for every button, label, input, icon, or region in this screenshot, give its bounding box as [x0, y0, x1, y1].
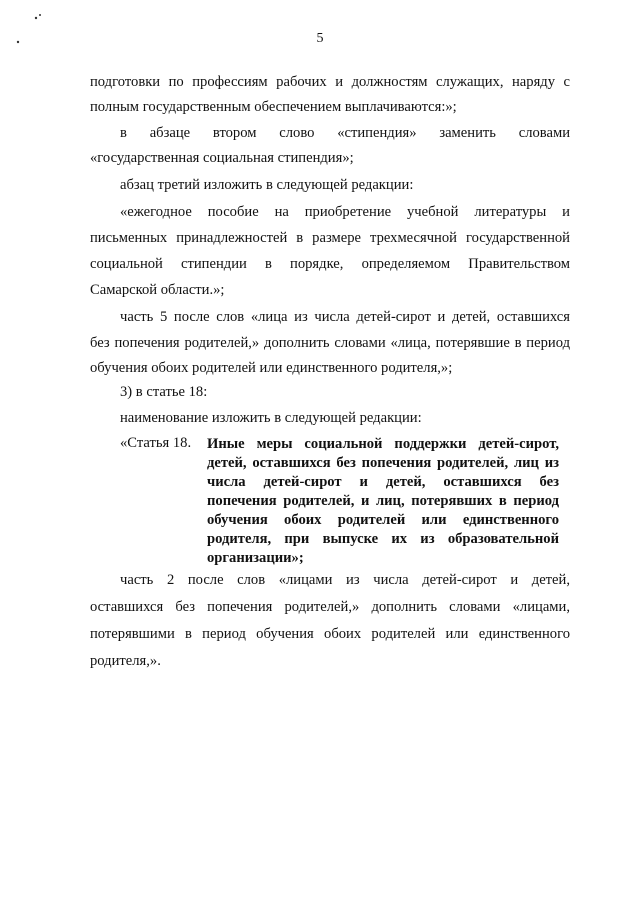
- paragraph-line: родителя,».: [90, 653, 161, 669]
- paragraph-line: часть 2 после слов «лицами из числа детей-сирот и детей,: [120, 572, 570, 588]
- article-heading-line: организации»;: [207, 550, 304, 566]
- article-heading-line: попечения родителей, и лиц, потерявших в период: [207, 493, 559, 509]
- paragraph-line: часть 5 после слов «лица из числа детей-сирот и детей, оставшихся: [120, 309, 570, 325]
- paragraph-line: потерявшими в период обучения обоих родителей или единственного: [90, 626, 570, 642]
- article-heading-line: Иные меры социальной поддержки детей-сирот,: [207, 436, 559, 452]
- paragraph-line: письменных принадлежностей в размере трехмесячной государственной: [90, 230, 570, 246]
- article-heading-line: детей, оставшихся без попечения родителей, лиц из: [207, 455, 559, 471]
- paragraph-line: наименование изложить в следующей редакции:: [120, 410, 422, 426]
- page-number: 5: [316, 31, 324, 46]
- article-heading: [207, 435, 559, 568]
- paragraph-line: подготовки по профессиям рабочих и должностям служащих, наряду с: [90, 74, 570, 90]
- paragraph-line: 3) в статье 18:: [120, 384, 208, 400]
- article-heading-line: родителя, при выпуске их из образовательной: [207, 531, 559, 547]
- paragraph-line: в абзаце втором слово «стипендия» заменить словами: [120, 125, 570, 141]
- paragraph-line: «государственная социальная стипендия»;: [90, 150, 354, 166]
- paragraph-line: «ежегодное пособие на приобретение учебной литературы и: [120, 204, 570, 220]
- paragraph-line: абзац третий изложить в следующей редакции:: [120, 177, 414, 193]
- article-label: «Статья 18.: [120, 435, 192, 451]
- paragraph-line: полным государственным обеспечением выплачиваются:»;: [90, 99, 457, 115]
- article-heading-line: обучения обоих родителей или единственного: [207, 512, 559, 528]
- paragraph-line: Самарской области.»;: [90, 282, 225, 298]
- paragraph-line: без попечения родителей,» дополнить словами «лица, потерявшие в период: [90, 335, 570, 351]
- paragraph-line: социальной стипендии в порядке, определяемом Правительством: [90, 256, 570, 272]
- paragraph-line: обучения обоих родителей или единственного родителя,»;: [90, 360, 453, 376]
- paragraph-line: оставшихся без попечения родителей,» дополнить словами «лицами,: [90, 599, 570, 615]
- article-heading-line: числа детей-сирот и детей, оставшихся без: [207, 474, 559, 490]
